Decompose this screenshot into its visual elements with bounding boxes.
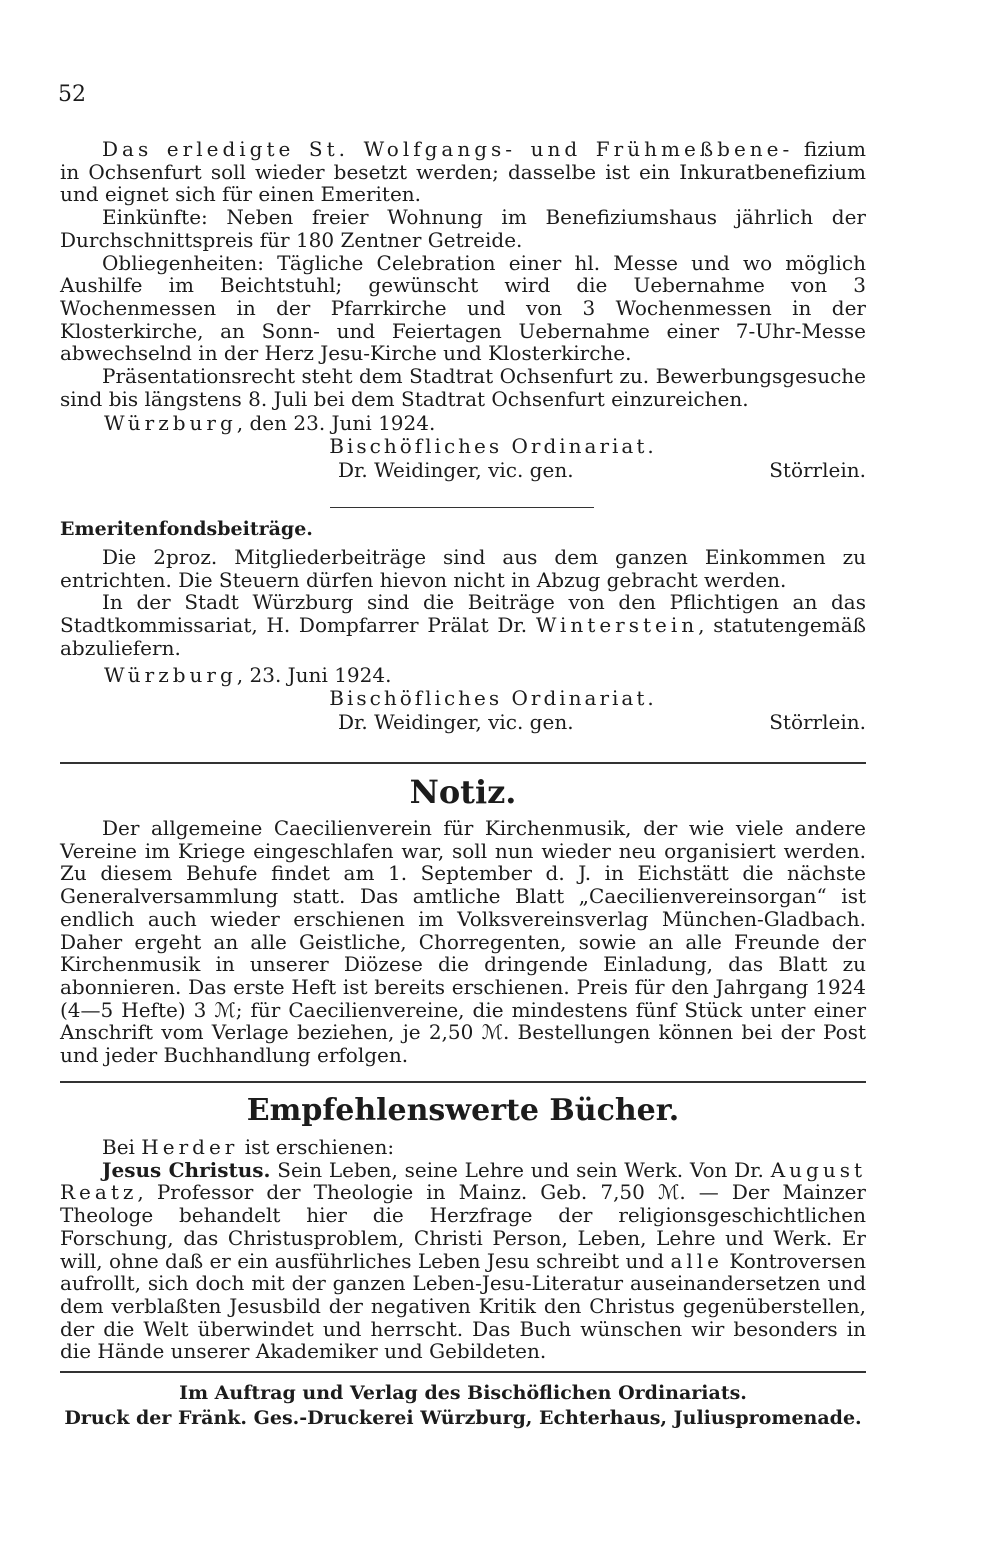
emeritenfonds-p2-b: , statutengemäß abzuliefern.: [60, 613, 867, 660]
book-review-alle: alle: [670, 1248, 723, 1273]
separator-books: [60, 1081, 866, 1083]
benefice-date-place: Würzburg: [104, 411, 237, 436]
emeritenfonds-dateline: [60, 664, 866, 687]
benefice-date: , den 23. Juni 1924.: [236, 411, 436, 436]
benefice-paragraph-1-text: fizium in Ochsenfurt soll wieder besetzt werden; dasselbe ist ein Inkuratbenefizium und eignet sich für einen Emeriten.: [60, 137, 866, 207]
benefice-heading-text: Das erledigte St. Wolfgangs- und Frühmeßbene-: [102, 137, 794, 161]
emeritenfonds-p2-a: In der Stadt Würzburg sind die Beiträge von den Pflichtigen an das Stadtkommissariat, H. Dompfarrer Prälat Dr.: [60, 590, 866, 638]
emeritenfonds-paragraph-2: [60, 591, 866, 659]
benefice-authority: Bischöfliches Ordinariat.: [329, 434, 657, 459]
books-review-paragraph: [60, 1159, 866, 1363]
book-review-c: Kontroversen aufrollt, sich doch mit der ganzen Leben-Jesu-Literatur auseinandersetzen und dem verblaßten Jesusbild der negativen Kritik den Christus gegenüberstellen, der die Welt überwindet und herrscht. Das Buch wünschen wir besonders in die Hände unserer Akademiker und Gebildeten.: [60, 1248, 866, 1364]
books-intro-b: ist erschienen:: [238, 1135, 395, 1159]
emeritenfonds-signer-secretary: Störrlein.: [769, 709, 866, 734]
benefice-income-paragraph: Einkünfte: Neben freier Wohnung im Benefiziumshaus jährlich der Durchschnittspreis für 180 Zentner Getreide.: [60, 205, 866, 252]
separator-short: [330, 507, 594, 508]
benefice-signer-secretary: Störrlein.: [769, 458, 866, 483]
benefice-paragraph-1: [60, 138, 866, 206]
imprint-line-2: Druck der Fränk. Ges.-Druckerei Würzburg, Echterhaus, Juliuspromenade.: [64, 1407, 862, 1429]
emeritenfonds-title: Emeritenfondsbeiträge.: [60, 518, 313, 540]
notiz-section: [60, 817, 866, 1067]
emeritenfonds-date-place: Würzburg: [104, 662, 237, 687]
emeritenfonds-paragraph-1: Die 2proz. Mitgliederbeiträge sind aus dem ganzen Einkommen zu entrichten. Die Steuern dürfen hievon nicht in Abzug gebracht werden.: [60, 545, 866, 592]
book-review-b: , Professor der Theologie in Mainz. Geb. 7,50 ℳ. — Der Mainzer Theologe behandelt hier die Herzfrage der religionsgeschichtlichen Forschung, das Christusproblem, Christi Person, Leben, Lehre und Werk. Er will, ohne daß er ein ausführliches Leben Jesu schreibt und: [60, 1180, 866, 1273]
benefice-signatures: [60, 458, 866, 482]
book-author: August Reatz: [60, 1157, 866, 1205]
page-number: 52: [58, 82, 86, 107]
books-publisher: Herder: [141, 1135, 239, 1159]
emeritenfonds-signer-vicar: Dr. Weidinger, vic. gen.: [338, 709, 574, 734]
book-title: Jesus Christus.: [102, 1157, 271, 1182]
imprint-line-1: Im Auftrag und Verlag des Bischöflichen Ordinariats.: [179, 1382, 747, 1404]
notiz-paragraph: Der allgemeine Caecilienverein für Kirchenmusik, der wie viele andere Vereine im Kriege eingeschlafen war, soll nun wieder neu organisiert werden. Zu diesem Behufe findet am 1. September d. J. in Eichstätt die nächste Generalversammlung statt. Das amtliche Blatt „Caecilienvereinsorgan“ ist endlich auch wieder erschienen im Volksvereinsverlag München-Gladbach. Daher ergeht an alle Geistliche, Chorregenten, sowie an alle Freunde der Kirchenmusik in unserer Diözese die dringende Einladung, das Blatt zu abonnieren. Das erste Heft ist bereits erschienen. Preis für den Jahrgang 1924 (4—5 Hefte) 3 ℳ; für Caecilienvereine, die mindestens fünf Stück unter einer Anschrift vom Verlage beziehen, je 2,50 ℳ. Bestellungen können bei der Post und jeder Buchhandlung erfolgen.: [60, 816, 866, 1068]
books-title: Empfehlenswerte Bücher.: [246, 1093, 680, 1128]
emeritenfonds-date: , 23. Juni 1924.: [236, 662, 392, 687]
emeritenfonds-p2-name: Winterstein: [535, 613, 699, 638]
benefice-duties-paragraph: Obliegenheiten: Tägliche Celebration einer hl. Messe und wo möglich Aushilfe im Beichtstuhl; gewünscht wird die Uebernahme von 3 Wochenmessen in der Pfarrkirche und von 3 Wochenmessen in der Klosterkirche, an Sonn- und Feiertagen Uebernahme einer 7-Uhr-Messe abwechselnd in der Herz Jesu-Kirche und Klosterkirche.: [60, 250, 866, 366]
books-intro-a: Bei: [102, 1135, 142, 1159]
emeritenfonds-notice: [60, 518, 866, 734]
benefice-dateline: [60, 412, 866, 435]
books-intro: [60, 1136, 866, 1159]
separator-notiz: [60, 762, 866, 764]
emeritenfonds-signatures: [60, 710, 866, 734]
notiz-title: Notiz.: [409, 773, 517, 811]
emeritenfonds-authority: Bischöfliches Ordinariat.: [329, 685, 657, 710]
benefice-presentation-paragraph: Präsentationsrecht steht dem Stadtrat Ochsenfurt zu. Bewerbungsgesuche sind bis längstens 8. Juli bei dem Stadtrat Ochsenfurt einzureichen.: [60, 364, 866, 411]
benefice-signer-vicar: Dr. Weidinger, vic. gen.: [338, 458, 574, 483]
separator-footer: [60, 1371, 866, 1373]
book-review-a: Sein Leben, seine Lehre und sein Werk. Von Dr.: [270, 1157, 771, 1182]
books-section: [60, 1136, 866, 1363]
benefice-notice: [60, 138, 866, 482]
